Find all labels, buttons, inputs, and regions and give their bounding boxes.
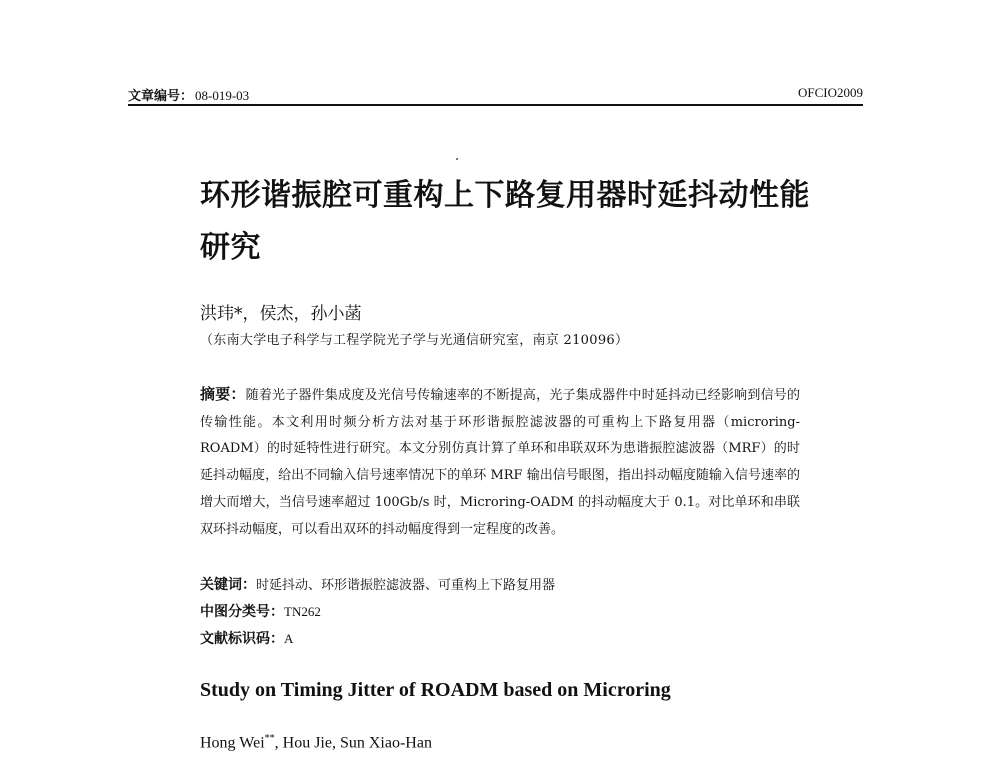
abstract-label: 摘要：	[200, 385, 246, 403]
abstract-text: 随着光子器件集成度及光信号传输速率的不断提高，光子集成器件中时延抖动已经影响到信号的传输性能。本文利用时频分析方法对基于环形谐振腔滤波器的可重构上下路复用器（microring-ROADM）的时延特性进行研究。本文分别仿真计算了单环和串联双环为患谐振腔滤波器（MRF）的时延抖动幅度，给出不同输入信号速率情况下的单环 MRF 输出信号眼图，指出抖动幅度随输入信号速率的增大而增大，当信号速率超过 100Gb/s 时，Microring-OADM 的抖动幅度大于 0.1。对比单环和串联双环抖动幅度，可以看出双环的抖动幅度得到一定程度的改善。	[200, 388, 800, 537]
abstract	[200, 381, 800, 543]
document-code-value: A	[284, 631, 294, 646]
article-number-value: 08-019-03	[195, 88, 250, 103]
english-first-author: Hong Wei	[200, 734, 265, 752]
conference-label: OFCIO2009	[797, 85, 863, 100]
article-number	[128, 85, 249, 104]
corresponding-author-mark: **	[264, 733, 275, 744]
decorative-dot	[456, 158, 458, 160]
keywords	[200, 574, 555, 594]
document-code	[200, 628, 293, 648]
page-header	[128, 84, 863, 106]
english-title: Study on Timing Jitter of ROADM based on Microring	[200, 679, 671, 701]
classification-value: TN262	[284, 604, 321, 619]
keywords-text: 时延抖动、环形谐振腔滤波器、可重构上下路复用器	[256, 578, 556, 593]
affiliation: （东南大学电子科学与工程学院光子学与光通信研究室，南京 210096）	[200, 333, 629, 348]
classification-label: 中图分类号：	[200, 604, 284, 620]
document-code-label: 文献标识码：	[200, 631, 284, 647]
english-other-authors: , Hou Jie, Sun Xiao-Han	[274, 734, 432, 752]
paper-title: 环形谐振腔可重构上下路复用器时延抖动性能研究	[200, 178, 810, 265]
keywords-label: 关键词：	[200, 577, 256, 593]
classification	[200, 601, 321, 621]
article-number-label: 文章编号：	[128, 89, 194, 104]
authors: 洪玮*，侯杰，孙小菡	[200, 304, 362, 324]
english-authors	[200, 733, 432, 752]
